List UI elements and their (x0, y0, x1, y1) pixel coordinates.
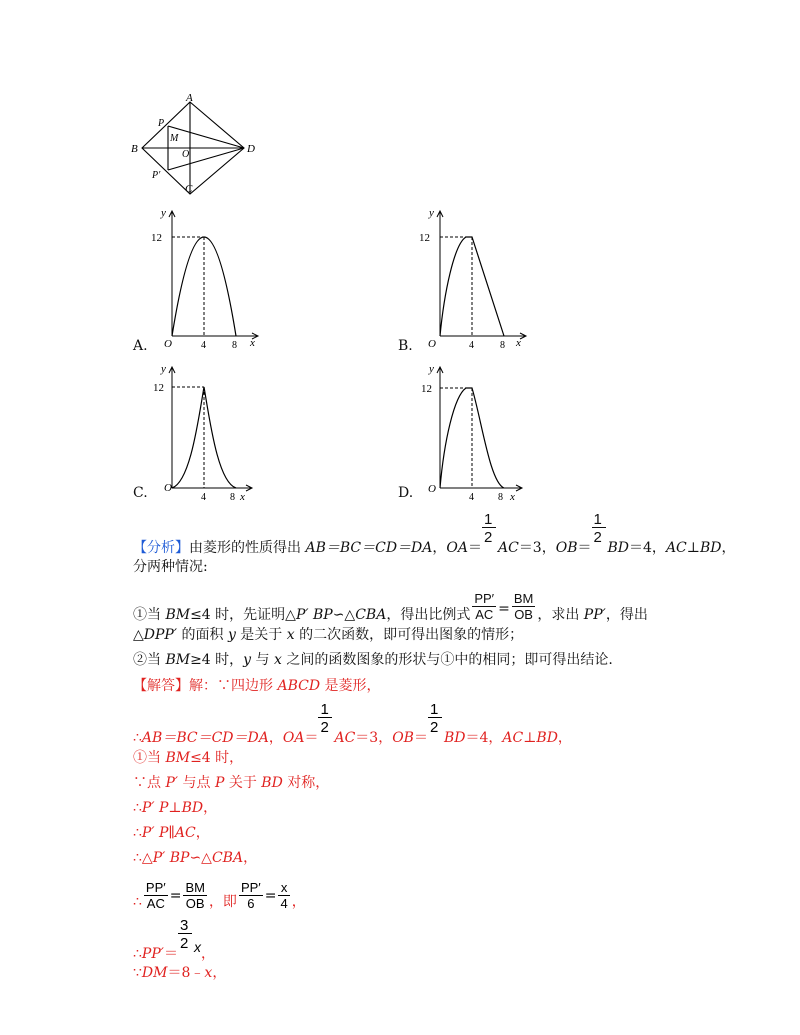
x-tick-8: 8 (232, 340, 237, 349)
ratio-pp-ac: $\frac{PP'}{AC}$ (145, 879, 166, 911)
x-axis-label: x (516, 337, 521, 349)
text: ， (557, 730, 572, 746)
text: ， (195, 825, 210, 841)
solution-line-6 (133, 823, 210, 843)
text: CBA (355, 607, 387, 623)
analysis-line-2: 分两种情况: (133, 559, 208, 575)
text: x (193, 939, 201, 955)
text: AB＝BC＝CD＝DA (305, 540, 433, 556)
origin-label: O (428, 483, 436, 495)
text: ，得出 (605, 607, 648, 623)
solution-line-1 (133, 676, 381, 696)
text: △ (133, 627, 144, 643)
text: AC (174, 825, 196, 841)
text: ＝ (577, 540, 592, 556)
x-axis-label: x (250, 337, 255, 349)
ratio-pp-6: $\frac{PP'}{6}$ (240, 879, 261, 911)
text: 与 (251, 652, 274, 668)
x-tick-8: 8 (498, 492, 503, 502)
x-tick-4: 4 (201, 340, 206, 349)
solution-line-10 (133, 963, 226, 983)
text: PP′ (141, 946, 164, 962)
text: BD (181, 800, 204, 816)
text: ①当 (133, 750, 166, 766)
text: 是关于 (235, 627, 287, 643)
text: P′ BP (152, 850, 190, 866)
fraction-half: $\frac{1}{2}$ (482, 532, 498, 552)
analysis-line-1 (133, 511, 736, 558)
y-axis-label: y (429, 207, 434, 219)
solution-line-5 (133, 798, 217, 818)
text: ＝ (413, 730, 428, 746)
text: ∴ (133, 825, 142, 841)
solution-line-8 (133, 879, 306, 912)
y-axis-label: y (161, 363, 166, 375)
x-axis-label: x (240, 491, 245, 502)
text: BD (607, 540, 630, 556)
analysis-line-4 (133, 625, 523, 645)
text: ＝8﹣ (167, 965, 205, 981)
text: ∴ (133, 800, 142, 816)
text: ∵点 (133, 775, 166, 791)
text: CBA (211, 850, 244, 866)
text: ＝ (304, 730, 319, 746)
text: P′ P (141, 800, 169, 816)
option-d-label: D. (398, 485, 414, 501)
label-O: O (182, 149, 190, 160)
text: BM (165, 750, 191, 766)
text: AC (665, 540, 687, 556)
text: 关于 (224, 775, 262, 791)
y-axis-label: y (429, 363, 434, 375)
text: = (498, 601, 510, 617)
text: AB＝BC＝CD＝DA (141, 730, 269, 746)
text: 是菱形， (320, 678, 381, 694)
ratio-bm-ob: $\frac{BM}{OB}$ (513, 590, 534, 622)
text: = (169, 888, 182, 904)
text: x (286, 627, 295, 643)
option-b-label: B. (398, 338, 413, 354)
text: DM (141, 965, 168, 981)
graph-b (418, 204, 548, 349)
text: AC (502, 730, 524, 746)
text: ∴ (133, 730, 142, 746)
label-B: B (131, 143, 138, 155)
label-P: P (158, 118, 165, 129)
text: P′ BP (295, 607, 333, 623)
text: ， (212, 965, 227, 981)
text: ＝3， (355, 730, 393, 746)
x-tick-4: 4 (469, 340, 474, 349)
text: 的二次函数，即可得出图象的情形； (294, 627, 524, 643)
text: P′ P (141, 825, 169, 841)
text: ，求出 (537, 607, 584, 623)
text: ∴ (133, 894, 142, 910)
text: 由菱形的性质得出 (189, 540, 306, 556)
origin-label: O (164, 482, 172, 494)
text: OA (446, 540, 468, 556)
label-M: M (170, 133, 179, 144)
text: BD (443, 730, 466, 746)
text: ≤4 时， (190, 750, 244, 766)
origin-label: O (428, 338, 436, 349)
text: ≥4 时， (190, 652, 244, 668)
text: 之间的函数图象的形状与①中的相同；即可得出结论. (281, 652, 613, 668)
fraction-half: $\frac{1}{2}$ (318, 722, 334, 742)
solution-line-4 (133, 773, 329, 793)
text: OB (555, 540, 578, 556)
text: ∴△ (133, 850, 153, 866)
text: = (264, 888, 277, 904)
y-tick-12: 12 (421, 383, 432, 395)
text: ＝ (467, 540, 482, 556)
graph-c (150, 362, 280, 502)
option-c-label: C. (133, 485, 148, 501)
text: y (227, 627, 236, 643)
y-axis-label: y (161, 207, 166, 219)
text: 与点 (178, 775, 215, 791)
label-D: D (247, 143, 255, 155)
text: AC (497, 540, 519, 556)
x-tick-4: 4 (469, 492, 474, 502)
text: ②当 (133, 652, 166, 668)
text: BD (699, 540, 722, 556)
text: ， (291, 894, 306, 910)
text: ⊥ (168, 800, 182, 816)
x-tick-4: 4 (201, 492, 206, 502)
rhombus-figure (128, 92, 268, 200)
text: ＝4， (465, 730, 503, 746)
x-axis-label: x (510, 491, 515, 502)
text: BM (165, 607, 191, 623)
text: ， (243, 850, 258, 866)
text: ，得出比例式 (386, 607, 471, 623)
fraction-half: $\frac{1}{2}$ (428, 722, 444, 742)
text: OB (392, 730, 414, 746)
analysis-tag: 【分析】 (133, 540, 189, 556)
solution-line-2 (133, 701, 572, 748)
text: ， (432, 540, 447, 556)
x-tick-8: 8 (500, 340, 505, 349)
text: ABCD (277, 678, 321, 694)
y-tick-12: 12 (153, 382, 164, 394)
text: ， (200, 946, 215, 962)
text: 解：∵四边形 (189, 678, 278, 694)
text: BD (536, 730, 558, 746)
text: ∴ (133, 946, 142, 962)
text: x (274, 652, 282, 668)
solution-line-7 (133, 848, 257, 868)
text: ， (721, 540, 736, 556)
text: ， (203, 800, 218, 816)
text: BD (261, 775, 283, 791)
text: DPP′ (143, 627, 178, 643)
text: y (243, 652, 252, 668)
text: ∽△ (189, 850, 212, 866)
text: 的面积 (177, 627, 228, 643)
solution-line-9 (133, 917, 215, 964)
origin-label: O (164, 338, 172, 349)
text: ∵ (133, 965, 142, 981)
option-a-label: A. (133, 338, 148, 354)
solution-line-3 (133, 748, 243, 768)
analysis-line-3 (133, 590, 648, 625)
ratio-pp-ac: $\frac{PP'}{AC}$ (474, 590, 495, 622)
text: ①当 (133, 607, 166, 623)
label-C: C (185, 183, 193, 195)
text: P (214, 775, 225, 791)
text: BM (165, 652, 191, 668)
text: ∥ (168, 825, 175, 841)
fraction-half: $\frac{1}{2}$ (592, 532, 608, 552)
text: ＝3， (518, 540, 556, 556)
text: P′ (165, 775, 179, 791)
text: ∽△ (332, 607, 356, 623)
text: 对称， (282, 775, 330, 791)
ratio-x-4: $\frac{x}{4}$ (280, 879, 288, 911)
label-P-prime: P′ (152, 170, 161, 181)
graph-d (418, 362, 548, 502)
text: ≤4 时，先证明△ (190, 607, 296, 623)
fraction-three-halves: $\frac{3}{2}$ (178, 938, 194, 958)
text: AC (334, 730, 356, 746)
analysis-line-5 (133, 650, 613, 670)
x-tick-8: 8 (230, 492, 235, 502)
text: PP′ (583, 607, 606, 623)
solution-tag: 【解答】 (133, 678, 189, 694)
ratio-bm-ob: $\frac{BM}{OB}$ (185, 879, 205, 911)
text: ＝4， (629, 540, 666, 556)
text: ＝ (163, 946, 178, 962)
text: ， (268, 730, 283, 746)
text: ，即 (208, 894, 237, 910)
text: ⊥ (523, 730, 537, 746)
y-tick-12: 12 (151, 232, 162, 244)
text: ⊥ (686, 540, 700, 556)
y-tick-12: 12 (419, 232, 430, 244)
text: OA (282, 730, 305, 746)
graph-a (150, 204, 280, 349)
label-A: A (186, 92, 193, 104)
text: x (204, 965, 213, 981)
